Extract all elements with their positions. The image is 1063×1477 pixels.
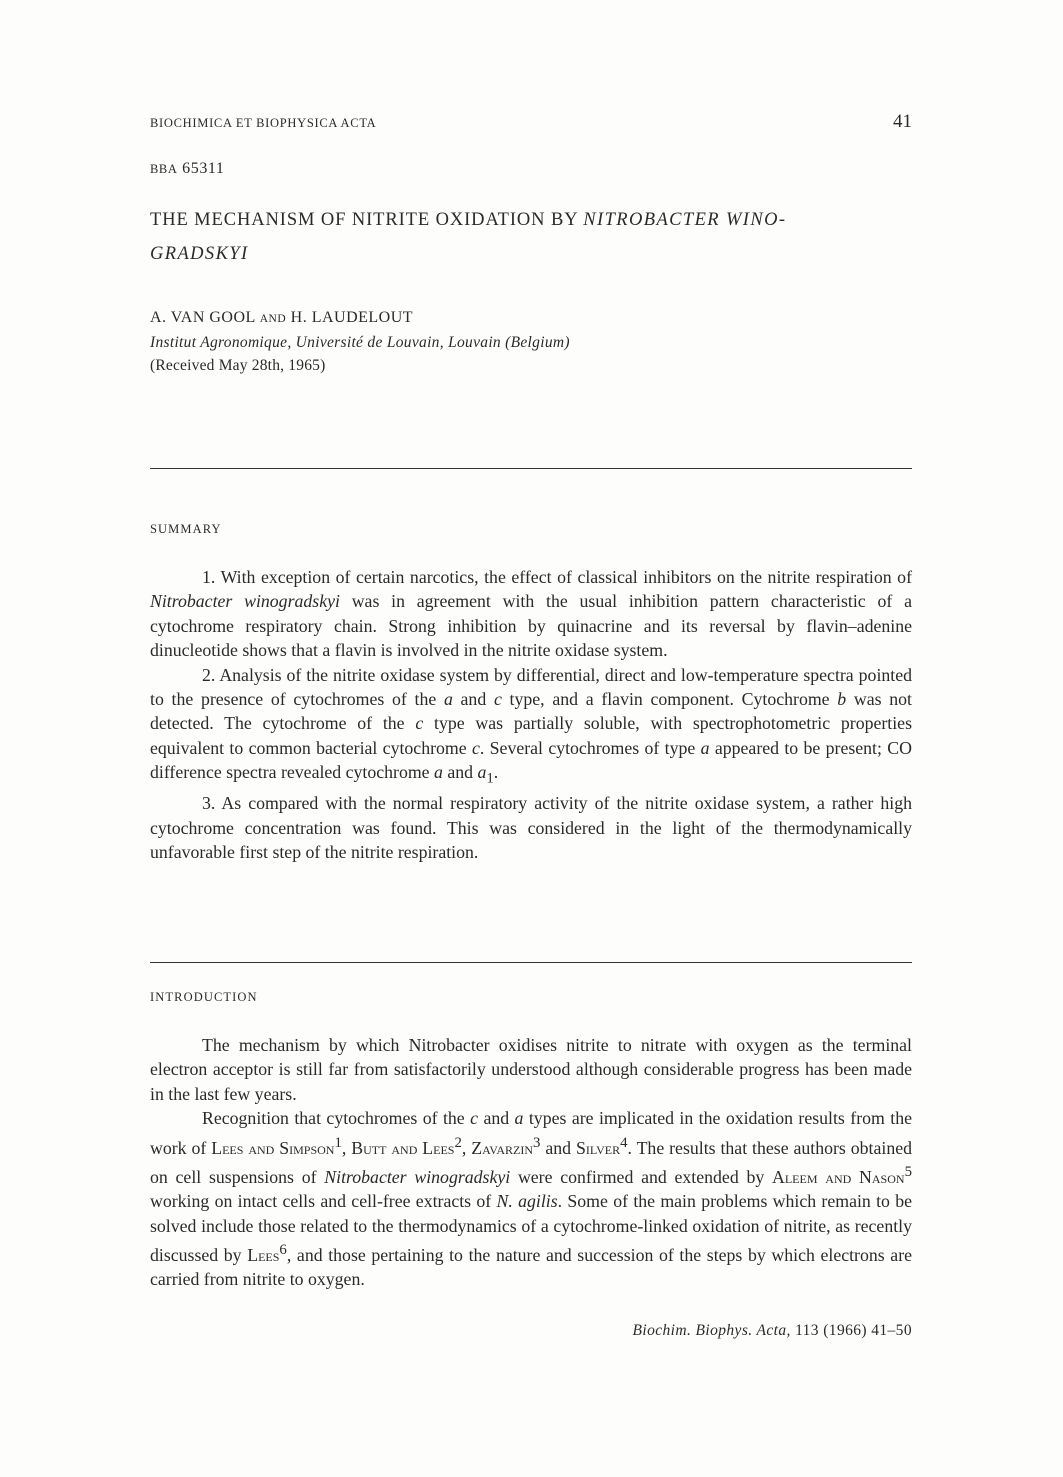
intro-paragraph-2: Recognition that cytochromes of the c and a types are implicated in the oxidation results from the work of Lees and Simpson$^1$, Butt and Lees$^2$, Zavarzin$^3$ and Silver$^4$. The results that these authors obtained on cell suspensions of Nitrobacter winogradskyi were confirmed and extended by Aleem and Nason$^5$ working on intact cells and cell-free extracts of N. agilis. Some of the main problems which remain to be solved include those related to the thermodynamics of a cytochrome-linked oxidation of nitrite, as recently discussed by Lees$^6$, and those pertaining to the nature and succession of the steps by which electrons are carried from nitrite to oxygen. [150, 1108, 913, 1290]
bba-number: 65311 [182, 160, 225, 177]
received-date: (Received May 28th, 1965) [150, 357, 326, 374]
summary-paragraph-1: 1. With exception of certain narcotics, the effect of classical inhibitors on the nitrite respiration of Nitrobacter winogradskyi was in agreement with the usual inhibition pattern characteristic of a cytochrome respiratory chain. Strong inhibition by quinacrine and its reversal by flavin–adenine dinucleotide shows that a flavin is involved in the nitrite oxidase system. [150, 567, 912, 661]
title-italic-1: NITROBACTER WINO- [583, 210, 787, 230]
bba-prefix: BBA [150, 162, 178, 176]
summary-body [150, 565, 912, 864]
footer-citation [633, 1322, 912, 1340]
authors [150, 309, 413, 327]
summary-paragraph-3: 3. As compared with the normal respiratory activity of the nitrite oxidase system, a rather high cytochrome concentration was found. This was considered in the light of the thermodynamically unfavorable first step of the nitrite respiration. [150, 793, 912, 863]
running-head [150, 111, 912, 133]
authors-and: AND [259, 313, 287, 325]
introduction-heading: INTRODUCTION [150, 990, 258, 1004]
bba-code [150, 160, 225, 178]
author-1: A. VAN GOOL [150, 309, 256, 326]
title-italic-2: GRADSKYI [150, 244, 249, 264]
summary-heading: SUMMARY [150, 522, 222, 536]
footer-journal: Biochim. Biophys. Acta, [632, 1322, 791, 1339]
page-number: 41 [893, 111, 912, 132]
paper-page [150, 0, 912, 1477]
divider-top [150, 468, 912, 469]
introduction-body [150, 1033, 912, 1292]
footer-volume: 113 (1966) 41–50 [790, 1322, 912, 1339]
summary-paragraph-2: 2. Analysis of the nitrite oxidase system by differential, direct and low-temperature spectra pointed to the presence of cytochromes of the a and c type, and a flavin component. Cytochrome b was not detected. The cytochrome of the c type was partially soluble, with spectrophotometric properties equivalent to common bacterial cytochrome c. Several cytochromes of type a appeared to be present; CO difference spectra revealed cytochrome a and $a_1$. [150, 664, 912, 787]
intro-paragraph-1: The mechanism by which Nitrobacter oxidises nitrite to nitrate with oxygen as the terminal electron acceptor is still far from satisfactorily understood although considerable progress has been made in the last few years. [150, 1035, 912, 1104]
journal-name: BIOCHIMICA ET BIOPHYSICA ACTA [150, 116, 377, 130]
divider-bottom [150, 962, 912, 963]
affiliation: Institut Agronomique, Université de Louvain, Louvain (Belgium) [150, 334, 570, 351]
title-roman: THE MECHANISM OF NITRITE OXIDATION BY [150, 210, 584, 230]
author-2: H. LAUDELOUT [290, 309, 414, 326]
paper-title [150, 203, 912, 271]
